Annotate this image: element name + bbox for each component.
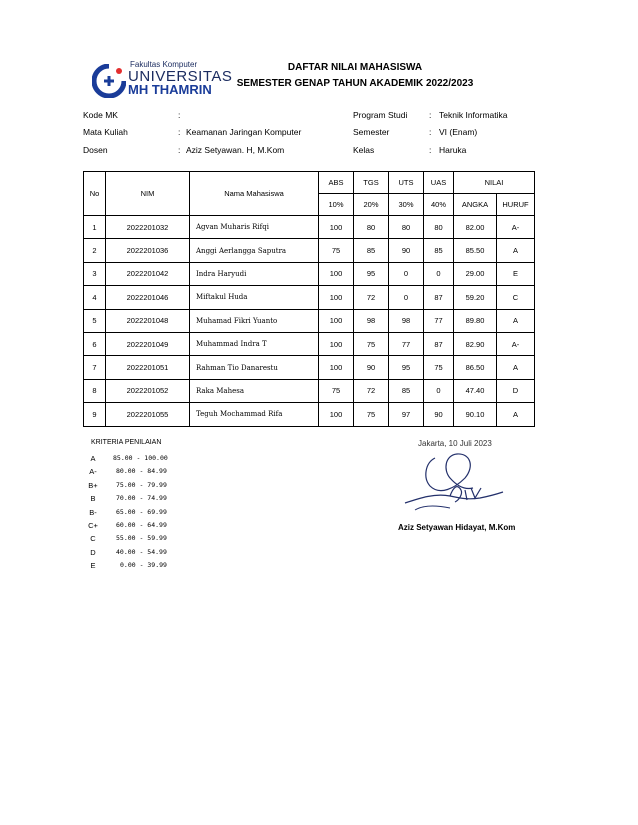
header-abs: ABS: [319, 172, 354, 194]
cell-abs: 100: [319, 286, 354, 309]
program-studi-value: Teknik Informatika: [439, 110, 508, 120]
cell-angka: 82.00: [454, 216, 497, 239]
place-date: Jakarta, 10 Juli 2023: [418, 439, 492, 448]
cell-uts: 77: [389, 332, 424, 355]
table-row: [84, 286, 535, 309]
cell-abs: 100: [319, 262, 354, 285]
cell-huruf: A: [497, 356, 535, 379]
table-row: [84, 309, 535, 332]
cell-huruf: D: [497, 379, 535, 402]
criteria-range: 0.00 - 39.99: [120, 561, 167, 570]
criteria-grade: A: [90, 454, 96, 463]
cell-tgs: 72: [354, 379, 389, 402]
cell-abs: 75: [319, 379, 354, 402]
kelas-value: Haruka: [439, 145, 467, 155]
cell-tgs: 72: [354, 286, 389, 309]
cell-uas: 75: [424, 356, 454, 379]
cell-angka: 89.80: [454, 309, 497, 332]
cell-angka: 86.50: [454, 356, 497, 379]
table-row: [84, 356, 535, 379]
cell-tgs: 85: [354, 239, 389, 262]
cell-no: 4: [84, 286, 106, 309]
cell-uts: 0: [389, 262, 424, 285]
cell-uas: 87: [424, 286, 454, 309]
table-row: [84, 403, 535, 426]
criteria-grade: C: [90, 534, 96, 544]
document-subtitle: SEMESTER GENAP TAHUN AKADEMIK 2022/2023: [236, 78, 474, 89]
cell-no: 2: [84, 239, 106, 262]
cell-tgs: 98: [354, 309, 389, 332]
cell-tgs: 90: [354, 356, 389, 379]
header-uas: UAS: [424, 172, 454, 194]
criteria-title: KRITERIA PENILAIAN: [91, 439, 162, 446]
cell-nama: Rahman Tio Danarestu: [190, 356, 319, 379]
dosen-label: Dosen: [83, 145, 108, 155]
cell-uts: 97: [389, 403, 424, 426]
criteria-range: 85.00 - 100.00: [113, 454, 168, 462]
weight-uts: 30%: [389, 194, 424, 216]
cell-angka: 59.20: [454, 286, 497, 309]
cell-no: 9: [84, 403, 106, 426]
cell-uas: 87: [424, 332, 454, 355]
dosen-value: Aziz Setyawan. H, M.Kom: [186, 145, 285, 155]
cell-no: 3: [84, 262, 106, 285]
kelas-separator: :: [429, 145, 432, 155]
signer-name: Aziz Setyawan Hidayat, M.Kom: [398, 523, 516, 532]
cell-abs: 100: [319, 309, 354, 332]
semester-separator: :: [429, 127, 432, 137]
criteria-grade: B: [90, 494, 96, 504]
cell-angka: 90.10: [454, 403, 497, 426]
header-uts: UTS: [389, 172, 424, 194]
cell-nama: Muhamad Fikri Yuanto: [190, 309, 319, 332]
criteria-range: 70.00 - 74.99: [116, 494, 167, 503]
cell-angka: 29.00: [454, 262, 497, 285]
cell-uas: 80: [424, 216, 454, 239]
cell-huruf: A-: [497, 332, 535, 355]
cell-nama: Miftakul Huda: [190, 286, 319, 309]
cell-nim: 2022201048: [106, 309, 190, 332]
cell-tgs: 80: [354, 216, 389, 239]
header-angka: ANGKA: [454, 194, 497, 216]
cell-uas: 77: [424, 309, 454, 332]
criteria-range: 60.00 - 64.99: [116, 520, 167, 529]
cell-nama: Indra Haryudi: [190, 262, 319, 285]
cell-abs: 100: [319, 332, 354, 355]
table-row: [84, 262, 535, 285]
cell-uts: 85: [389, 379, 424, 402]
kode-mk-label: Kode MK: [83, 110, 118, 120]
cell-abs: 100: [319, 356, 354, 379]
cell-tgs: 75: [354, 332, 389, 355]
cell-uts: 80: [389, 216, 424, 239]
handwritten-signature: [395, 448, 510, 528]
cell-tgs: 75: [354, 403, 389, 426]
criteria-grade: D: [90, 547, 96, 557]
cell-uts: 95: [389, 356, 424, 379]
cell-huruf: A: [497, 309, 535, 332]
cell-nama: Raka Mahesa: [190, 379, 319, 402]
cell-uts: 90: [389, 239, 424, 262]
program-studi-separator: :: [429, 110, 432, 120]
table-row: [84, 216, 535, 239]
cell-nim: 2022201046: [106, 286, 190, 309]
cell-no: 8: [84, 379, 106, 402]
cell-uas: 85: [424, 239, 454, 262]
cell-nim: 2022201036: [106, 239, 190, 262]
cell-no: 1: [84, 216, 106, 239]
table-row: [84, 239, 535, 262]
table-row: [84, 379, 535, 402]
cell-nim: 2022201052: [106, 379, 190, 402]
criteria-range: 65.00 - 69.99: [116, 507, 167, 516]
dosen-separator: :: [178, 145, 181, 155]
header-nilai: NILAI: [454, 172, 535, 194]
grades-table: [83, 171, 535, 427]
kode-mk-separator: :: [178, 110, 181, 120]
weight-tgs: 20%: [354, 194, 389, 216]
mata-kuliah-value: Keamanan Jaringan Komputer: [186, 127, 302, 137]
cell-angka: 85.50: [454, 239, 497, 262]
cell-angka: 47.40: [454, 379, 497, 402]
cell-huruf: E: [497, 262, 535, 285]
header-nim: NIM: [106, 172, 190, 216]
cell-nim: 2022201055: [106, 403, 190, 426]
criteria-grade: B+: [88, 480, 98, 490]
criteria-range: 40.00 - 54.99: [116, 547, 167, 556]
criteria-range: 75.00 - 79.99: [116, 480, 167, 489]
cell-nim: 2022201032: [106, 216, 190, 239]
cell-abs: 100: [319, 403, 354, 426]
weight-abs: 10%: [319, 194, 354, 216]
criteria-range: 55.00 - 59.99: [116, 534, 167, 543]
cell-no: 5: [84, 309, 106, 332]
cell-uas: 0: [424, 379, 454, 402]
criteria-grade: E: [90, 561, 96, 571]
cell-nama: Agvan Muharis Rifqi: [190, 216, 319, 239]
cell-abs: 75: [319, 239, 354, 262]
cell-huruf: A: [497, 403, 535, 426]
cell-huruf: A: [497, 239, 535, 262]
cell-abs: 100: [319, 216, 354, 239]
cell-no: 6: [84, 332, 106, 355]
kelas-label: Kelas: [353, 145, 375, 155]
semester-label: Semester: [353, 127, 390, 137]
header-huruf: HURUF: [497, 194, 535, 216]
semester-value: VI (Enam): [439, 127, 478, 137]
header-nama: Nama Mahasiswa: [190, 172, 319, 216]
cell-angka: 82.90: [454, 332, 497, 355]
cell-nim: 2022201049: [106, 332, 190, 355]
cell-uas: 90: [424, 403, 454, 426]
header-no: No: [84, 172, 106, 216]
cell-nama: Muhammad Indra T: [190, 332, 319, 355]
logo-university-text: UNIVERSITAS: [128, 68, 233, 85]
document-title: DAFTAR NILAI MAHASISWA: [287, 62, 423, 73]
cell-nama: Anggi Aerlangga Saputra: [190, 239, 319, 262]
table-row: [84, 332, 535, 355]
logo-faculty-text: Fakultas Komputer: [130, 60, 198, 69]
criteria-grade: A-: [89, 467, 97, 477]
cell-uas: 0: [424, 262, 454, 285]
header-tgs: TGS: [354, 172, 389, 194]
weight-uas: 40%: [424, 194, 454, 216]
mata-kuliah-label: Mata Kuliah: [83, 127, 128, 137]
cell-no: 7: [84, 356, 106, 379]
logo-name-text: MH THAMRIN: [128, 82, 212, 97]
cell-nim: 2022201042: [106, 262, 190, 285]
cell-uts: 0: [389, 286, 424, 309]
criteria-grade: C+: [88, 520, 98, 530]
criteria-grade: B-: [89, 507, 97, 517]
cell-huruf: A-: [497, 216, 535, 239]
university-emblem-icon: [92, 64, 126, 98]
mata-kuliah-separator: :: [178, 127, 181, 137]
cell-nim: 2022201051: [106, 356, 190, 379]
cell-uts: 98: [389, 309, 424, 332]
cell-huruf: C: [497, 286, 535, 309]
criteria-range: 80.00 - 84.99: [116, 467, 167, 476]
program-studi-label: Program Studi: [353, 110, 408, 120]
cell-tgs: 95: [354, 262, 389, 285]
cell-nama: Teguh Mochammad Rifa: [190, 403, 319, 426]
